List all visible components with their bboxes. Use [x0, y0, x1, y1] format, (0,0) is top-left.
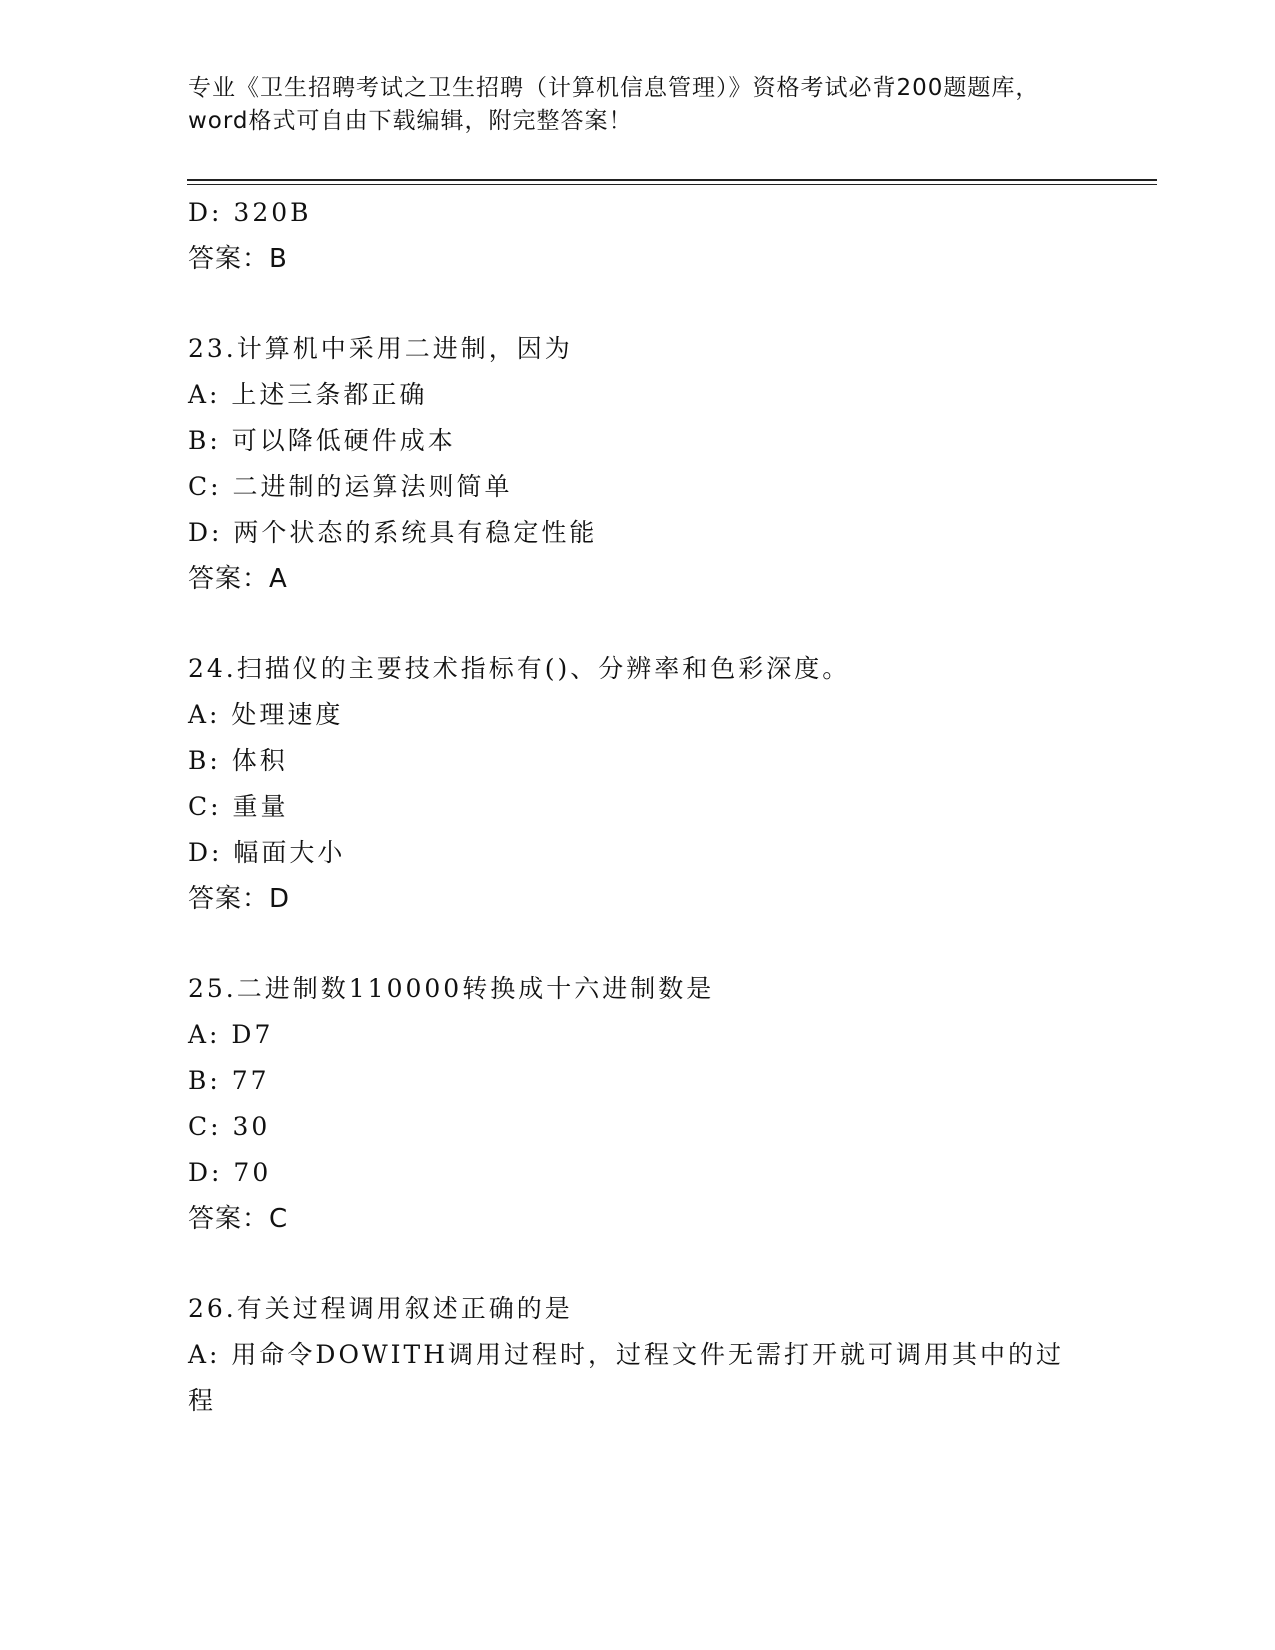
- option-c: C: 30: [188, 1112, 271, 1141]
- question-23: [188, 326, 1068, 602]
- option-a: A: D7: [188, 1020, 274, 1049]
- option-b: B: 体积: [188, 746, 288, 775]
- question-stem: 24.扫描仪的主要技术指标有()、分辨率和色彩深度。: [188, 654, 851, 683]
- option-a: A: 上述三条都正确: [188, 380, 428, 409]
- option-d: D: 320B: [188, 198, 312, 227]
- question-24: [188, 646, 1068, 922]
- answer-line: 答案：D: [188, 884, 291, 914]
- question-stem: 23.计算机中采用二进制，因为: [188, 334, 573, 363]
- answer-line: 答案：B: [188, 244, 288, 274]
- previous-question-tail: [188, 190, 1068, 282]
- document-header: [188, 72, 1088, 138]
- header-divider-thin: [187, 184, 1157, 185]
- option-c: C: 重量: [188, 792, 289, 821]
- question-stem: 25.二进制数110000转换成十六进制数是: [188, 974, 715, 1003]
- header-title-line-1: 专业《卫生招聘考试之卫生招聘（计算机信息管理）》资格考试必背200题题库，: [188, 75, 1040, 101]
- question-content: [188, 190, 1068, 1424]
- option-a-line-2: 程: [188, 1386, 217, 1415]
- option-b: B: 可以降低硬件成本: [188, 426, 456, 455]
- option-d: D: 70: [188, 1158, 272, 1187]
- option-a: A: 处理速度: [188, 700, 344, 729]
- answer-line: 答案：A: [188, 564, 288, 594]
- header-title-line-2: word格式可自由下载编辑，附完整答案！: [188, 108, 633, 134]
- question-25: [188, 966, 1068, 1242]
- option-c: C: 二进制的运算法则简单: [188, 472, 513, 501]
- option-a-line-1: A: 用命令DOWITH调用过程时，过程文件无需打开就可调用其中的过: [188, 1340, 1065, 1369]
- header-divider-thick: [187, 179, 1157, 181]
- option-b: B: 77: [188, 1066, 270, 1095]
- answer-line: 答案：C: [188, 1204, 289, 1234]
- question-stem: 26.有关过程调用叙述正确的是: [188, 1294, 573, 1323]
- option-d: D: 两个状态的系统具有稳定性能: [188, 518, 598, 547]
- question-26: [188, 1286, 1068, 1424]
- option-d: D: 幅面大小: [188, 838, 346, 867]
